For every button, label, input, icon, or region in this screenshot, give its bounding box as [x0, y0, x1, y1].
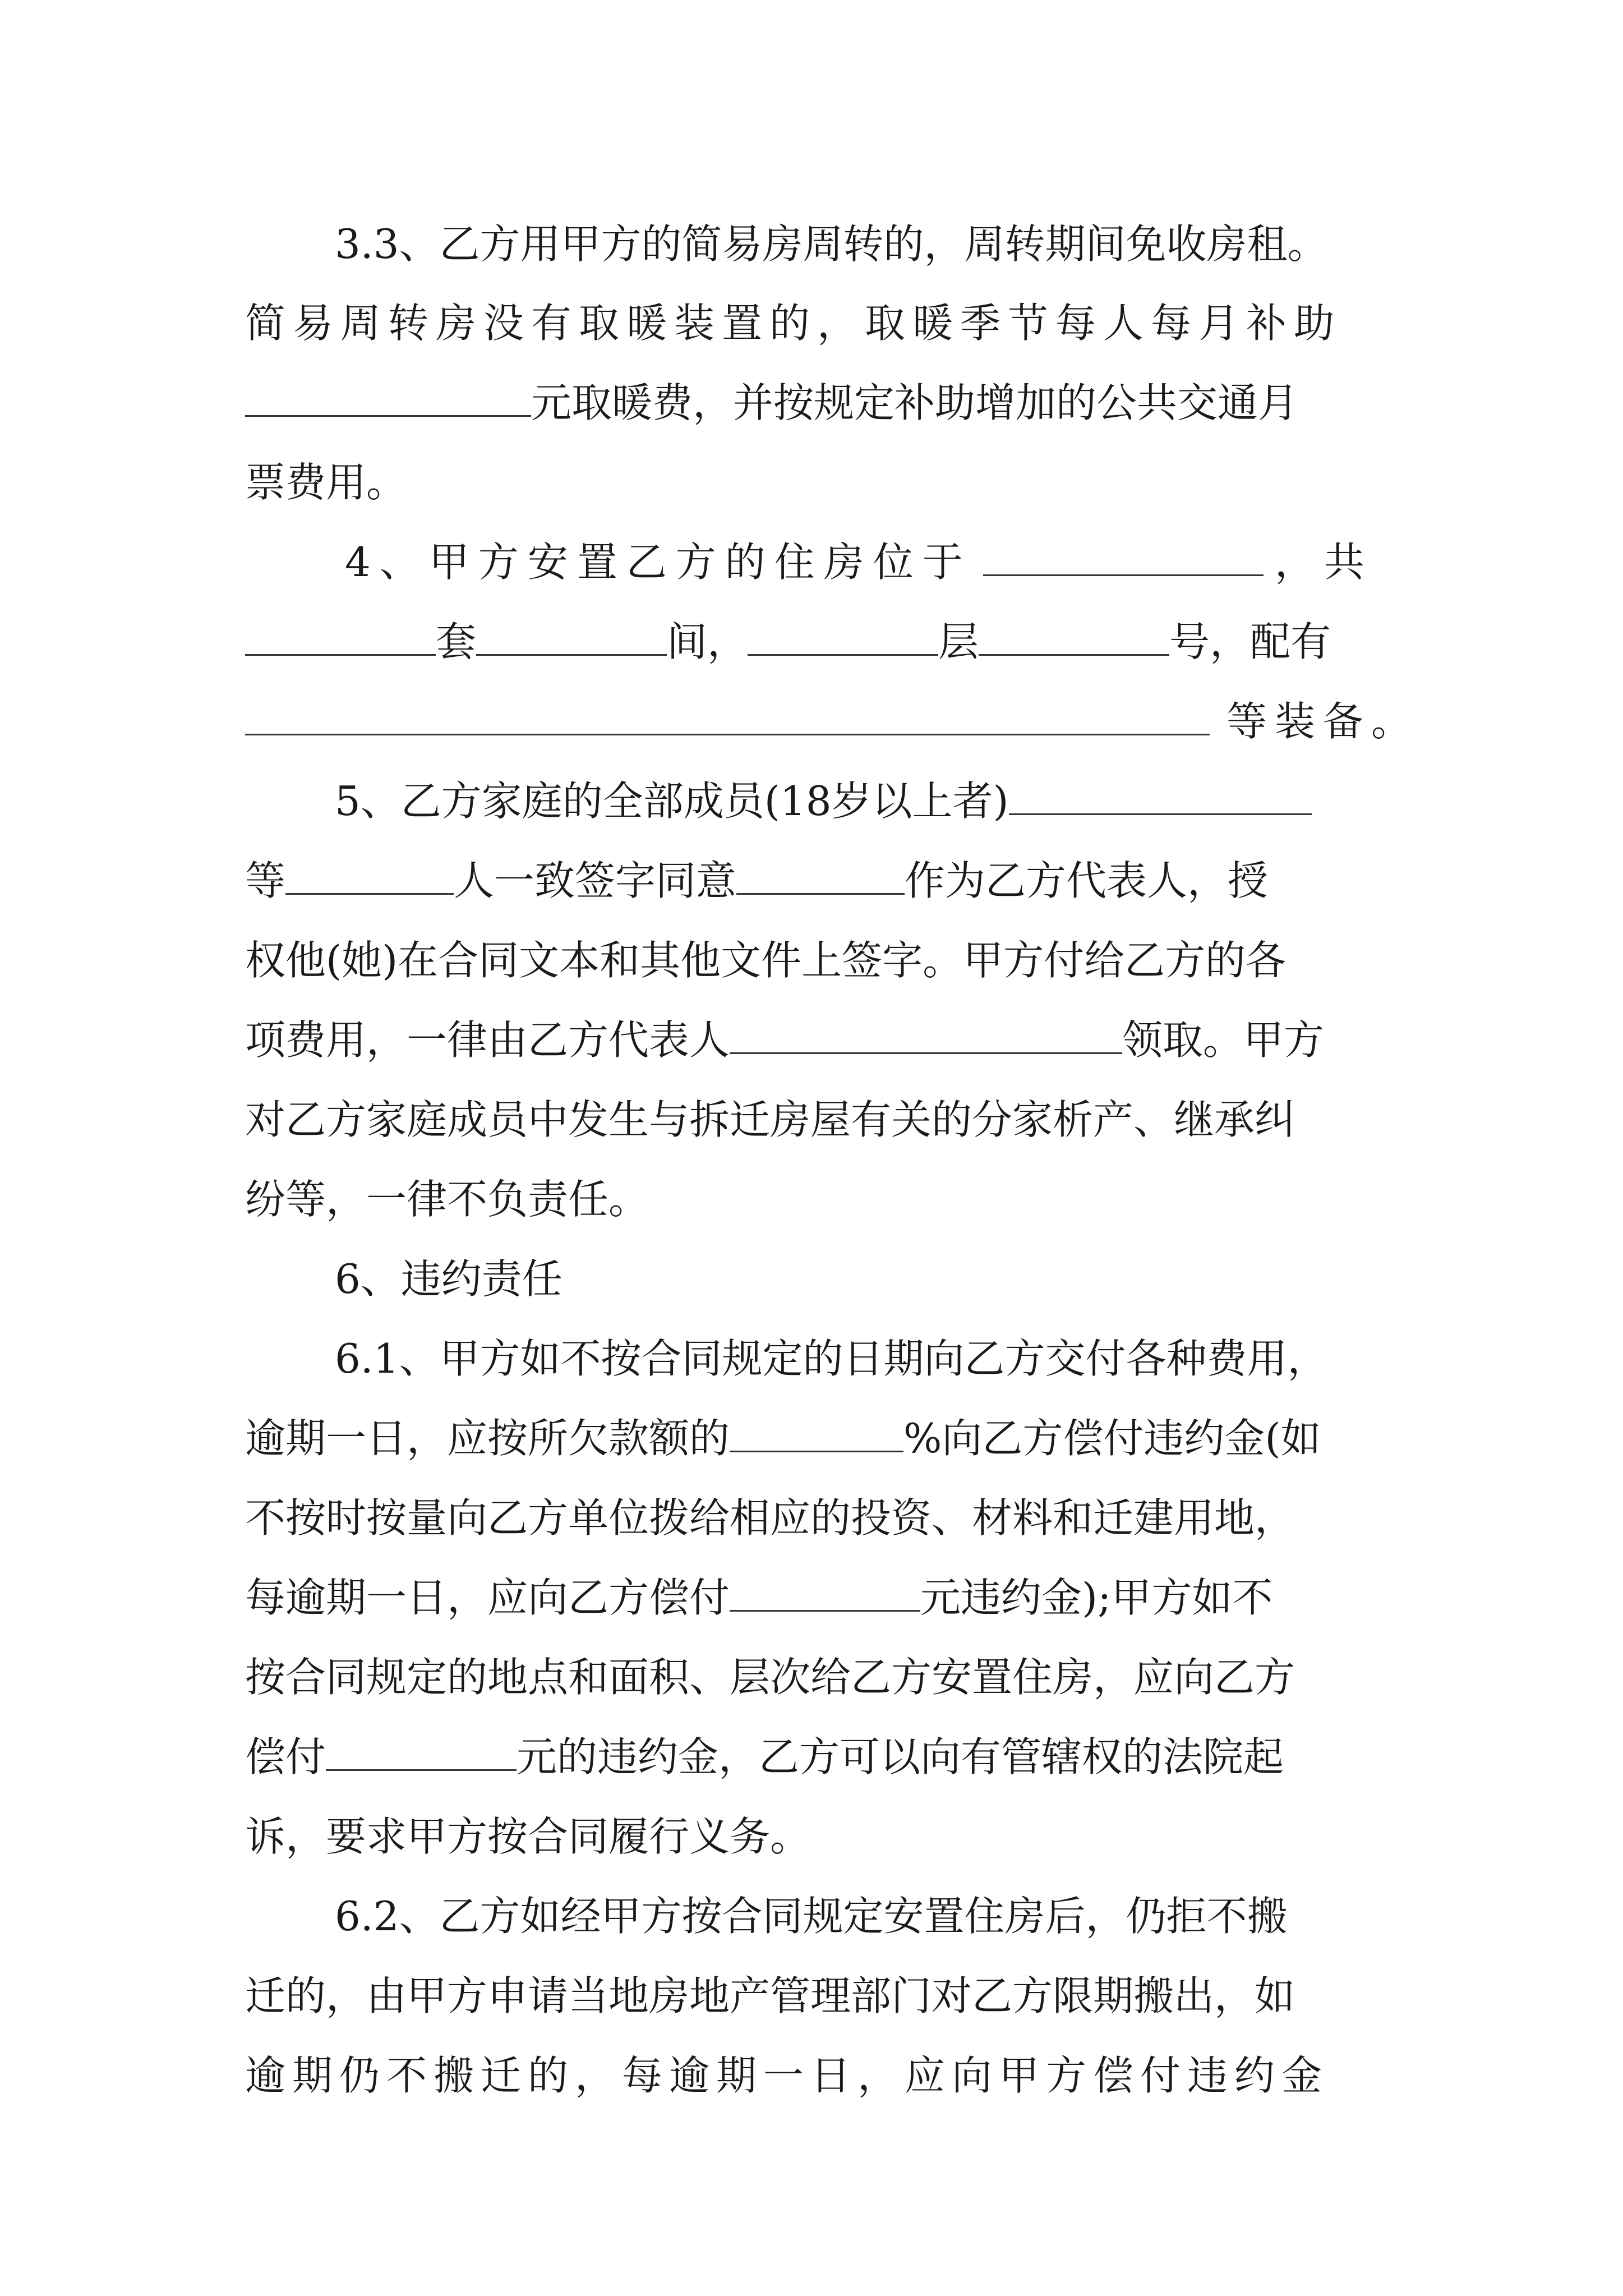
text-line	[245, 1399, 1623, 1478]
text-line	[245, 364, 1623, 442]
paragraph-text: 层	[938, 618, 979, 665]
text-line	[345, 523, 1623, 601]
paragraph-text: 元取暖费，并按规定补助增加的公共交通月	[531, 379, 1299, 426]
fill-in-blank[interactable]	[285, 857, 454, 895]
paragraph-text: 3.3、乙方用甲方的简易房周转的，周转期间免收房租。	[335, 220, 1328, 268]
text-line	[245, 443, 1623, 522]
fill-in-blank[interactable]	[736, 857, 905, 895]
paragraph-text: 对乙方家庭成员中发生与拆迁房屋有关的分家析产、继承纠	[245, 1096, 1295, 1143]
paragraph-text: 逾期一日，应按所欠款额的	[245, 1415, 730, 1462]
paragraph-text: 迁的，由甲方申请当地房地产管理部门对乙方限期搬出，如	[245, 1972, 1295, 2019]
text-line	[245, 921, 1623, 1000]
paragraph-text: ，共	[1274, 539, 1373, 586]
text-line	[245, 1080, 1623, 1159]
paragraph-text: 领取。甲方	[1122, 1016, 1325, 1064]
paragraph-text: 5、乙方家庭的全部成员(18岁以上者)	[335, 777, 1009, 825]
paragraph-text: 间，	[667, 618, 748, 665]
heading-text: 6、违约责任	[335, 1255, 562, 1303]
paragraph-text: 号，配有	[1169, 618, 1331, 665]
paragraph-text: 每逾期一日，应向乙方偿付	[245, 1574, 730, 1621]
paragraph-text: 6.1、甲方如不按合同规定的日期向乙方交付各种费用，	[335, 1335, 1328, 1382]
fill-in-blank[interactable]	[1009, 777, 1312, 815]
paragraph-text: 偿付	[245, 1733, 326, 1780]
paragraph-text: 诉，要求甲方按合同履行义务。	[245, 1813, 811, 1860]
paragraph-text: 6.2、乙方如经甲方按合同规定安置住房后，仍拒不搬	[335, 1893, 1288, 1940]
text-line	[335, 205, 1623, 283]
paragraph-text: 按合同规定的地点和面积、层次给乙方安置住房，应向乙方	[245, 1654, 1295, 1701]
text-line	[245, 2036, 1623, 2115]
paragraph-text: 不按时按量向乙方单位拨给相应的投资、材料和迁建用地，	[245, 1494, 1295, 1542]
text-line	[245, 1160, 1623, 1239]
fill-in-blank[interactable]	[730, 1016, 1122, 1054]
text-line	[245, 1718, 1623, 1796]
paragraph-text: 4、甲方安置乙方的住房位于	[345, 539, 972, 586]
text-line	[245, 841, 1623, 920]
fill-in-blank[interactable]	[326, 1733, 517, 1771]
text-line	[335, 1319, 1623, 1398]
fill-in-blank[interactable]	[983, 539, 1264, 576]
text-line	[335, 762, 1623, 840]
text-line	[245, 1638, 1623, 1717]
fill-in-blank[interactable]	[476, 618, 667, 656]
paragraph-text: 项费用，一律由乙方代表人	[245, 1016, 730, 1064]
paragraph-text: 权他(她)在合同文本和其他文件上签字。甲方付给乙方的各	[245, 937, 1287, 984]
text-line	[245, 1797, 1623, 1876]
paragraph-text: 人一致签字同意	[454, 857, 737, 904]
text-line	[245, 284, 1623, 362]
fill-in-blank[interactable]	[245, 618, 436, 656]
paragraph-text: 元的违约金，乙方可以向有管辖权的法院起	[517, 1733, 1284, 1780]
section-heading	[335, 1240, 1623, 1318]
fill-in-blank[interactable]	[245, 698, 1210, 735]
text-line	[245, 682, 1623, 761]
fill-in-blank[interactable]	[730, 1415, 903, 1452]
paragraph-text: 纷等，一律不负责任。	[245, 1176, 649, 1223]
paragraph-text: 作为乙方代表人，授	[905, 857, 1269, 904]
text-line	[245, 1957, 1623, 2035]
paragraph-text: 简易周转房没有取暖装置的，取暖季节每人每月补助	[245, 300, 1342, 347]
paragraph-text: 等装备。	[1227, 698, 1420, 745]
paragraph-text: %向乙方偿付违约金(如	[903, 1415, 1321, 1462]
paragraph-text: 逾期仍不搬迁的，每逾期一日，应向甲方偿付违约金	[245, 2052, 1329, 2099]
text-line	[335, 1877, 1623, 1955]
paragraph-text: 元违约金);甲方如不	[920, 1574, 1273, 1621]
text-line	[245, 602, 1623, 681]
paragraph-text: 套	[436, 618, 477, 665]
fill-in-blank[interactable]	[748, 618, 938, 656]
text-line	[245, 1558, 1623, 1637]
fill-in-blank[interactable]	[730, 1574, 920, 1612]
paragraph-text: 票费用。	[245, 459, 407, 506]
fill-in-blank[interactable]	[245, 379, 531, 417]
fill-in-blank[interactable]	[979, 618, 1169, 656]
paragraph-text: 等	[245, 857, 286, 904]
text-line	[245, 1479, 1623, 1557]
text-line	[245, 1001, 1623, 1079]
